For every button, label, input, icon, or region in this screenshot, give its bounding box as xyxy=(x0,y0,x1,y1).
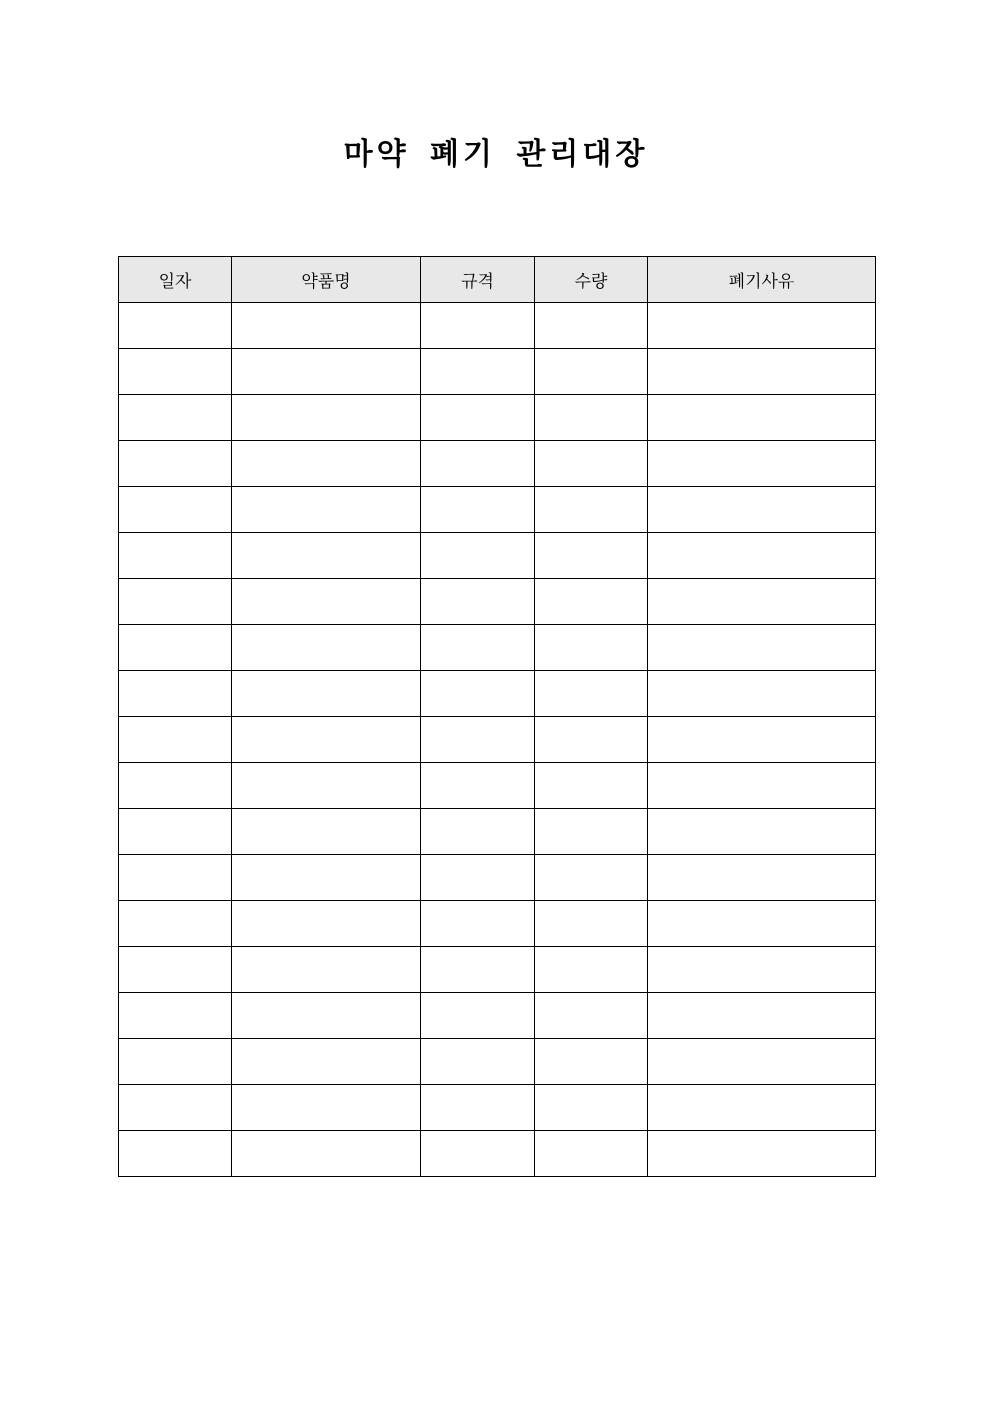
quantity-cell[interactable] xyxy=(535,855,648,901)
date-cell[interactable] xyxy=(119,947,232,993)
drug-name-cell[interactable] xyxy=(232,901,421,947)
table-row xyxy=(119,671,876,717)
disposal-reason-cell[interactable] xyxy=(648,1085,876,1131)
table-row xyxy=(119,1131,876,1177)
specification-cell[interactable] xyxy=(421,349,535,395)
drug-name-cell[interactable] xyxy=(232,947,421,993)
specification-cell[interactable] xyxy=(421,901,535,947)
column-header-date: 일자 xyxy=(119,257,232,303)
quantity-cell[interactable] xyxy=(535,579,648,625)
disposal-reason-cell[interactable] xyxy=(648,533,876,579)
drug-name-cell[interactable] xyxy=(232,809,421,855)
column-header-quantity: 수량 xyxy=(535,257,648,303)
quantity-cell[interactable] xyxy=(535,763,648,809)
table-row xyxy=(119,809,876,855)
quantity-cell[interactable] xyxy=(535,303,648,349)
specification-cell[interactable] xyxy=(421,441,535,487)
date-cell[interactable] xyxy=(119,993,232,1039)
drug-name-cell[interactable] xyxy=(232,855,421,901)
specification-cell[interactable] xyxy=(421,533,535,579)
quantity-cell[interactable] xyxy=(535,349,648,395)
quantity-cell[interactable] xyxy=(535,487,648,533)
date-cell[interactable] xyxy=(119,901,232,947)
table-header xyxy=(119,257,876,303)
disposal-reason-cell[interactable] xyxy=(648,717,876,763)
disposal-reason-cell[interactable] xyxy=(648,579,876,625)
quantity-cell[interactable] xyxy=(535,441,648,487)
quantity-cell[interactable] xyxy=(535,1039,648,1085)
specification-cell[interactable] xyxy=(421,717,535,763)
drug-name-cell[interactable] xyxy=(232,533,421,579)
drug-name-cell[interactable] xyxy=(232,763,421,809)
specification-cell[interactable] xyxy=(421,395,535,441)
disposal-reason-cell[interactable] xyxy=(648,947,876,993)
date-cell[interactable] xyxy=(119,533,232,579)
quantity-cell[interactable] xyxy=(535,901,648,947)
quantity-cell[interactable] xyxy=(535,625,648,671)
disposal-reason-cell[interactable] xyxy=(648,349,876,395)
table-row xyxy=(119,487,876,533)
specification-cell[interactable] xyxy=(421,809,535,855)
disposal-reason-cell[interactable] xyxy=(648,671,876,717)
column-header-specification: 규격 xyxy=(421,257,535,303)
date-cell[interactable] xyxy=(119,1039,232,1085)
date-cell[interactable] xyxy=(119,671,232,717)
disposal-reason-cell[interactable] xyxy=(648,855,876,901)
drug-name-cell[interactable] xyxy=(232,349,421,395)
table-row xyxy=(119,763,876,809)
quantity-cell[interactable] xyxy=(535,1085,648,1131)
specification-cell[interactable] xyxy=(421,625,535,671)
disposal-reason-cell[interactable] xyxy=(648,1039,876,1085)
disposal-reason-cell[interactable] xyxy=(648,487,876,533)
drug-name-cell[interactable] xyxy=(232,579,421,625)
table-row xyxy=(119,901,876,947)
date-cell[interactable] xyxy=(119,1085,232,1131)
table-row xyxy=(119,1085,876,1131)
date-cell[interactable] xyxy=(119,579,232,625)
table-row xyxy=(119,349,876,395)
disposal-reason-cell[interactable] xyxy=(648,441,876,487)
specification-cell[interactable] xyxy=(421,1039,535,1085)
specification-cell[interactable] xyxy=(421,855,535,901)
drug-name-cell[interactable] xyxy=(232,441,421,487)
drug-name-cell[interactable] xyxy=(232,1039,421,1085)
date-cell[interactable] xyxy=(119,487,232,533)
specification-cell[interactable] xyxy=(421,993,535,1039)
column-header-disposal-reason: 폐기사유 xyxy=(648,257,876,303)
quantity-cell[interactable] xyxy=(535,395,648,441)
disposal-reason-cell[interactable] xyxy=(648,1131,876,1177)
column-header-drug-name: 약품명 xyxy=(232,257,421,303)
specification-cell[interactable] xyxy=(421,487,535,533)
table-row xyxy=(119,303,876,349)
date-cell[interactable] xyxy=(119,625,232,671)
quantity-cell[interactable] xyxy=(535,809,648,855)
table-row xyxy=(119,1039,876,1085)
drug-name-cell[interactable] xyxy=(232,487,421,533)
quantity-cell[interactable] xyxy=(535,947,648,993)
specification-cell[interactable] xyxy=(421,303,535,349)
date-cell[interactable] xyxy=(119,395,232,441)
quantity-cell[interactable] xyxy=(535,533,648,579)
table-row xyxy=(119,441,876,487)
table-body xyxy=(119,303,876,1177)
drug-name-cell[interactable] xyxy=(232,1131,421,1177)
table-row xyxy=(119,855,876,901)
date-cell[interactable] xyxy=(119,303,232,349)
disposal-reason-cell[interactable] xyxy=(648,993,876,1039)
table-row xyxy=(119,947,876,993)
table-row xyxy=(119,993,876,1039)
disposal-reason-cell[interactable] xyxy=(648,901,876,947)
table-row xyxy=(119,717,876,763)
table-row xyxy=(119,579,876,625)
specification-cell[interactable] xyxy=(421,947,535,993)
disposal-reason-cell[interactable] xyxy=(648,625,876,671)
quantity-cell[interactable] xyxy=(535,671,648,717)
date-cell[interactable] xyxy=(119,717,232,763)
quantity-cell[interactable] xyxy=(535,717,648,763)
date-cell[interactable] xyxy=(119,855,232,901)
table-row xyxy=(119,533,876,579)
drug-name-cell[interactable] xyxy=(232,1085,421,1131)
date-cell[interactable] xyxy=(119,763,232,809)
quantity-cell[interactable] xyxy=(535,993,648,1039)
date-cell[interactable] xyxy=(119,809,232,855)
table-row xyxy=(119,625,876,671)
drug-name-cell[interactable] xyxy=(232,303,421,349)
header-row xyxy=(119,257,876,303)
date-cell[interactable] xyxy=(119,441,232,487)
specification-cell[interactable] xyxy=(421,671,535,717)
disposal-reason-cell[interactable] xyxy=(648,809,876,855)
specification-cell[interactable] xyxy=(421,763,535,809)
disposal-ledger-table xyxy=(118,256,876,1177)
date-cell[interactable] xyxy=(119,1131,232,1177)
page-title: 마약 폐기 관리대장 xyxy=(343,137,649,172)
drug-name-cell[interactable] xyxy=(232,993,421,1039)
drug-name-cell[interactable] xyxy=(232,717,421,763)
table-row xyxy=(119,395,876,441)
disposal-reason-cell[interactable] xyxy=(648,763,876,809)
quantity-cell[interactable] xyxy=(535,1131,648,1177)
specification-cell[interactable] xyxy=(421,1131,535,1177)
specification-cell[interactable] xyxy=(421,579,535,625)
drug-name-cell[interactable] xyxy=(232,671,421,717)
date-cell[interactable] xyxy=(119,349,232,395)
disposal-reason-cell[interactable] xyxy=(648,303,876,349)
disposal-reason-cell[interactable] xyxy=(648,395,876,441)
drug-name-cell[interactable] xyxy=(232,395,421,441)
specification-cell[interactable] xyxy=(421,1085,535,1131)
drug-name-cell[interactable] xyxy=(232,625,421,671)
